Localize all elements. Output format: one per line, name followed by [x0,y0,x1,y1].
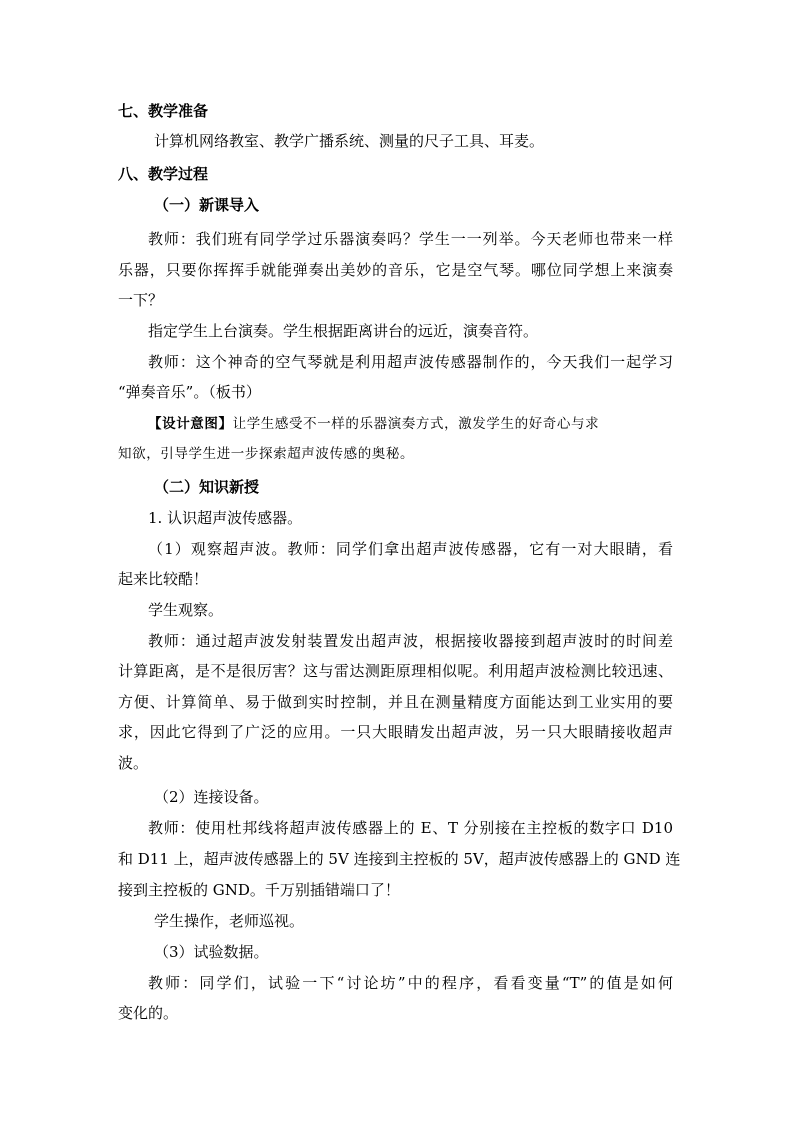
paragraph-line: 起来比较酷！ [118,570,209,588]
paragraph-line: 一下？ [118,291,164,309]
section-heading-teaching-process: 八、教学过程 [118,165,209,183]
design-intent-text: 让学生感受不一样的乐器演奏方式，激发学生的好奇心与求 [232,416,600,432]
paragraph-line: 接到主控板的 GND。千万别插错端口了！ [118,881,400,899]
teaching-preparation-text: 计算机网络教室、教学广播系统、测量的尺子工具、耳麦。 [154,132,545,150]
paragraph-line: 教师：通过超声波发射装置发出超声波，根据接收器接到超声波时的时间差 [148,632,673,650]
paragraph-line: 和 D11 上，超声波传感器上的 5V 连接到主控板的 5V，超声波传感器上的 GND 连 [118,850,681,868]
paragraph-line: “弹奏音乐”。（板书） [118,383,261,401]
paragraph-line: 教师：同学们，试验一下“讨论坊”中的程序，看看变量“T”的值是如何 [148,974,673,992]
paragraph-line: 求，因此它得到了广泛的应用。一只大眼睛发出超声波，另一只大眼睛接收超声 [118,723,673,741]
subsection-heading-knowledge-teaching: （二）知识新授 [154,478,260,496]
paragraph-line: 教师：我们班有同学学过乐器演奏吗？学生一一列举。今天老师也带来一样 [148,230,673,248]
design-intent-tag: 【设计意图】 [148,416,233,432]
paragraph-line: 乐器，只要你挥挥手就能弹奏出美妙的音乐，它是空气琴。哪位同学想上来演奏 [118,261,673,279]
paragraph-line: （1）观察超声波。教师：同学们拿出超声波传感器，它有一对大眼睛，看 [148,540,673,558]
paragraph-line: 波。 [118,754,149,772]
paragraph-line: 教师：这个神奇的空气琴就是利用超声波传感器制作的，今天我们一起学习 [148,353,673,371]
paragraph-line: 方便、计算简单、易于做到实时控制，并且在测量精度方面能达到工业实用的要 [118,693,673,711]
design-intent-line: 知欲，引导学生进一步探索超声波传感的奥秘。 [118,446,415,462]
design-intent-line [148,414,673,434]
section-heading-teaching-preparation: 七、教学准备 [118,102,209,120]
subsection-heading-new-lesson-intro: （一）新课导入 [154,196,260,214]
paragraph-line: 学生操作，老师巡视。 [154,912,305,930]
paragraph-line: 指定学生上台演奏。学生根据距离讲台的远近，演奏音符。 [148,322,539,340]
paragraph-line: 计算距离，是不是很厉害？这与雷达测距原理相似呢。利用超声波检测比较迅速、 [118,662,673,680]
paragraph-line: 学生观察。 [148,601,224,619]
paragraph-line: 变化的。 [118,1004,179,1022]
paragraph-line: （2）连接设备。 [154,788,269,806]
paragraph-line: （3）试验数据。 [154,943,269,961]
list-item-heading: 1. 认识超声波传感器。 [148,509,303,527]
paragraph-line: 教师：使用杜邦线将超声波传感器上的 E、T 分别接在主控板的数字口 D10 [148,819,673,837]
